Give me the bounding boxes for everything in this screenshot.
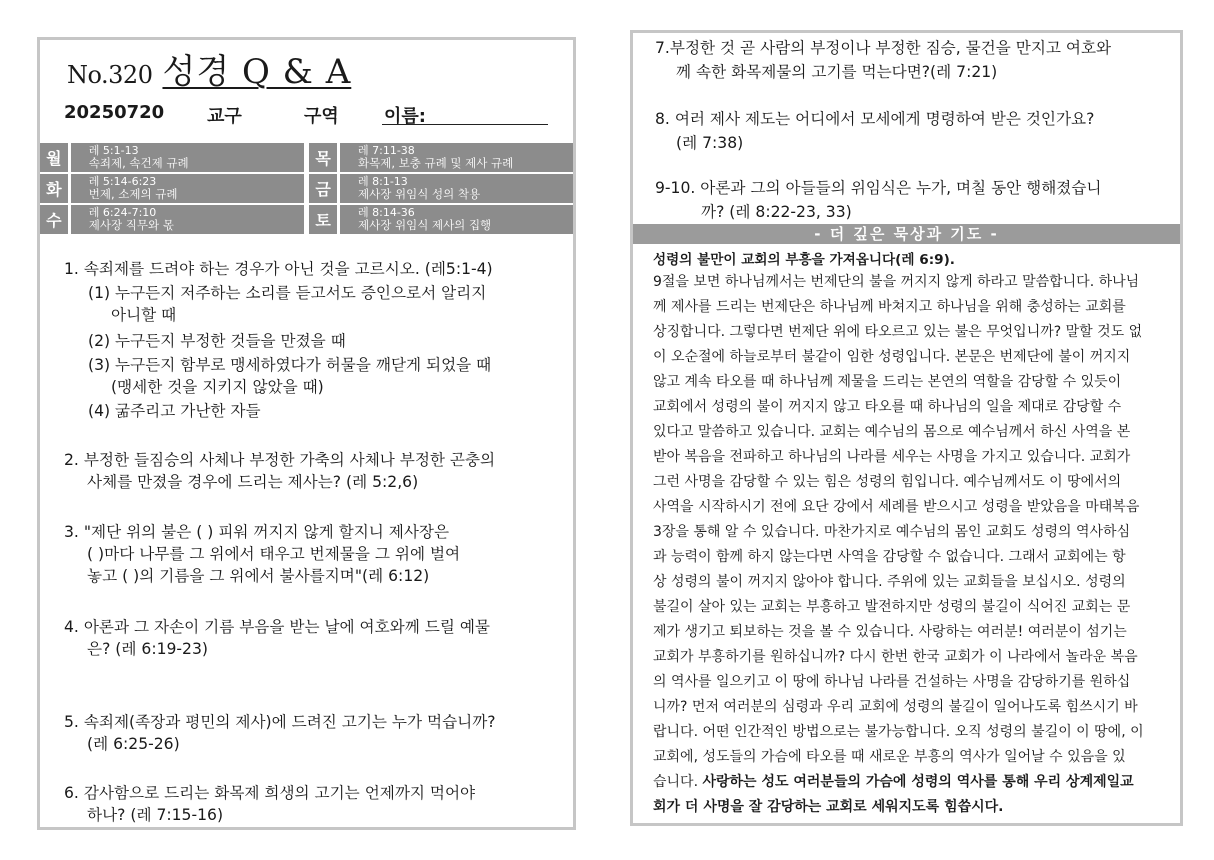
meditation-line: 9절을 보면 하나님께서는 번제단의 불을 꺼지지 않게 하라고 말씀합니다. 하나님	[653, 274, 1140, 290]
meditation-line: 상징합니다. 그렇다면 번제단 위에 타오르고 있는 불은 무엇입니까? 말할 것도 없	[653, 324, 1143, 340]
question-line: 께 속한 화목제물의 고기를 먹는다면?(레 7:21)	[676, 63, 998, 81]
question-2	[64, 449, 495, 493]
question-line: ( )마다 나무를 그 위에서 태우고 번제물을 그 위에 벌여	[87, 545, 461, 563]
question-line: (레 7:38)	[676, 134, 744, 152]
schedule-row	[40, 174, 573, 203]
meditation-line: 않고 계속 타오를 때 하나님께 제물을 드리는 본연의 역할을 감당할 수 있듯이	[653, 374, 1122, 390]
district-label: 교구	[207, 106, 242, 127]
schedule-ref: 레 8:14-36	[358, 206, 415, 219]
q1-option-2	[88, 330, 346, 352]
day-cell: 토	[309, 205, 340, 234]
right-panel	[630, 30, 1183, 826]
meditation-line: 니까? 먼저 여러분의 심령과 우리 교회에 성령의 불길이 일어나도록 힘쓰시기 바	[653, 699, 1138, 715]
meditation-line: 께 제사를 드리는 번제단은 하나님께 바쳐지고 하나님을 위해 충성하는 교회를	[653, 299, 1126, 315]
meditation-line: 사역을 시작하시기 전에 요단 강에서 세례를 받으시고 성령을 받았음을 마태복음	[653, 499, 1140, 515]
zone-label: 구역	[304, 106, 339, 127]
meditation-line-mixed	[653, 770, 1158, 795]
question-line: 2. 부정한 들짐승의 사체나 부정한 가축의 사체나 부정한 곤충의	[64, 451, 496, 469]
meditation-line: 3장을 통해 알 수 있습니다. 마찬가지로 예수님의 몸인 교회도 성령의 역사하심	[653, 524, 1131, 540]
question-line: 7.부정한 것 곧 사람의 부정이나 부정한 짐승, 물건을 만지고 여호와	[655, 39, 1112, 57]
question-line: 사체를 만졌을 경우에 드리는 제사는? (레 5:2,6)	[87, 473, 419, 491]
meditation-line: 불길이 살아 있는 교회는 부흥하고 발전하지만 성령의 불길이 식어진 교회는 문	[653, 599, 1131, 615]
question-8	[655, 107, 1094, 155]
day-cell: 수	[40, 205, 71, 234]
schedule-topic: 화목제, 보충 규례 및 제사 규례	[358, 156, 514, 170]
q1-option-1	[88, 282, 486, 326]
left-panel	[37, 37, 576, 830]
schedule-ref: 레 8:1-13	[358, 175, 408, 188]
q1-option-4	[88, 400, 261, 422]
name-blank-line	[382, 124, 548, 125]
question-line: 4. 아론과 그 자손이 기름 부음을 받는 날에 여호와께 드릴 예물	[64, 618, 490, 636]
question-line: 하나? (레 7:15-16)	[87, 806, 224, 824]
question-9-10	[655, 176, 1102, 224]
day-cell: 목	[309, 143, 340, 172]
page-title: 성경 Q & A	[162, 52, 352, 92]
day-cell: 금	[309, 174, 340, 203]
meditation-band: - 더 깊은 묵상과 기도 -	[633, 224, 1180, 244]
meditation-line: 의 역사를 일으키고 이 땅에 하나님 나라를 건설하는 사명을 감당하기를 원하십	[653, 674, 1131, 690]
meditation-line: 교회에서 성령의 불이 꺼지지 않고 타오를 때 하나님의 일을 제대로 감당할 수	[653, 399, 1122, 415]
schedule-topic: 번제, 소제의 규례	[88, 187, 178, 201]
meditation-line: 과 능력이 함께 하지 않는다면 사역을 감당할 수 없습니다. 그래서 교회에는 항	[653, 549, 1126, 565]
meditation-line: 이 오순절에 하늘로부터 불같이 임한 성령입니다. 본문은 번제단에 불이 꺼지지	[653, 349, 1131, 365]
schedule-ref: 레 5:1-13	[88, 144, 139, 157]
schedule-ref: 레 7:11-38	[358, 144, 415, 157]
option-line: (맹세한 것을 지키지 않았을 때)	[111, 378, 324, 396]
day-cell: 화	[40, 174, 71, 203]
schedule-topic: 제사장 위임식 성의 착용	[358, 187, 481, 201]
question-line: 8. 여러 제사 제도는 어디에서 모세에게 명령하여 받은 것인가요?	[655, 110, 1095, 128]
meditation-line: 제가 생기고 퇴보하는 것을 볼 수 있습니다. 사랑하는 여러분! 여러분이 섬기는	[653, 624, 1127, 640]
reading-schedule	[40, 141, 573, 236]
question-line: 놓고 ( )의 기름을 그 위에서 불사를지며"(레 6:12)	[87, 567, 430, 585]
schedule-topic: 제사장 위임식 제사의 집행	[358, 218, 492, 232]
question-line: (레 6:25-26)	[87, 735, 180, 753]
title-row	[67, 44, 351, 94]
meditation-title: 성령의 불만이 교회의 부흥을 가져옵니다(레 6:9).	[653, 252, 955, 268]
option-line: (1) 누구든지 저주하는 소리를 듣고서도 증인으로서 알리지	[88, 284, 487, 302]
schedule-cell	[71, 174, 304, 203]
question-line: 9-10. 아론과 그의 아들들의 위임식은 누가, 며칠 동안 행해졌습니	[655, 179, 1102, 197]
question-line: 은? (레 6:19-23)	[87, 640, 208, 658]
meditation-line: 랍니다. 어떤 인간적인 방법으로는 불가능합니다. 오직 성령의 불길이 이 땅에, 이	[653, 724, 1144, 740]
name-label: 이름:	[384, 106, 426, 127]
q1-option-3	[88, 354, 491, 398]
question-line: 까? (레 8:22-23, 33)	[701, 203, 852, 221]
question-line: 3. "제단 위의 불은 ( ) 피워 꺼지지 않게 할지니 제사장은	[64, 523, 450, 541]
schedule-ref: 레 5:14-6:23	[88, 175, 157, 188]
date-label: 20250720	[64, 102, 165, 123]
meditation-line: 있다고 말씀하고 있습니다. 교회는 예수님의 몸으로 예수님께서 하신 사역을 본	[653, 424, 1131, 440]
question-line: 5. 속죄제(족장과 평민의 제사)에 드려진 고기는 누가 먹습니까?	[64, 713, 496, 731]
question-4	[64, 616, 490, 660]
schedule-cell	[340, 205, 573, 234]
option-line: (3) 누구든지 함부로 맹세하였다가 허물을 깨닫게 되었을 때	[88, 356, 492, 374]
day-cell: 월	[40, 143, 71, 172]
schedule-cell	[71, 205, 304, 234]
schedule-row	[40, 205, 573, 234]
option-line: (4) 굶주리고 가난한 자들	[88, 402, 261, 420]
schedule-topic: 제사장 직무와 몫	[88, 218, 174, 232]
schedule-topic: 속죄제, 속건제 규례	[88, 156, 189, 170]
meditation-body	[653, 270, 1158, 820]
schedule-cell	[340, 143, 573, 172]
meditation-line: 그런 사명을 감당할 수 있는 힘은 성령의 힘입니다. 예수님께서도 이 땅에서의	[653, 474, 1122, 490]
schedule-cell	[71, 143, 304, 172]
meditation-closing: 회가 더 사명을 잘 감당하는 교회로 세워지도록 힘씁시다.	[653, 799, 1004, 815]
meditation-text: 습니다.	[653, 774, 703, 790]
issue-number: No.320	[67, 61, 153, 89]
schedule-cell	[340, 174, 573, 203]
question-line: 1. 속죄제를 드려야 하는 경우가 아닌 것을 고르시오. (레5:1-4)	[64, 260, 493, 278]
option-line: 아니할 때	[111, 306, 177, 324]
question-line: 6. 감사함으로 드리는 화목제 희생의 고기는 언제까지 먹어야	[64, 784, 476, 802]
option-line: (2) 누구든지 부정한 것들을 만졌을 때	[88, 332, 346, 350]
schedule-row	[40, 143, 573, 172]
question-1	[64, 258, 493, 280]
meditation-line: 상 성령의 불이 꺼지지 않아야 합니다. 주위에 있는 교회들을 보십시오. 성령의	[653, 574, 1126, 590]
meditation-line: 교회에, 성도들의 가슴에 타오를 때 새로운 부흥의 역사가 일어날 수 있음을 있	[653, 749, 1126, 765]
meditation-line: 교회가 부흥하기를 원하십니까? 다시 한번 한국 교회가 이 나라에서 놀라운 복음	[653, 649, 1138, 665]
question-5	[64, 711, 496, 755]
question-7	[655, 36, 1111, 84]
meditation-emphasis: 사랑하는 성도 여러분들의 가슴에 성령의 역사를 통해 우리 상계제일교	[702, 774, 1134, 790]
question-3	[64, 521, 460, 587]
question-6	[64, 782, 475, 826]
schedule-ref: 레 6:24-7:10	[88, 206, 157, 219]
meditation-line: 받아 복음을 전파하고 하나님의 나라를 세우는 사명을 가지고 있습니다. 교회가	[653, 449, 1131, 465]
